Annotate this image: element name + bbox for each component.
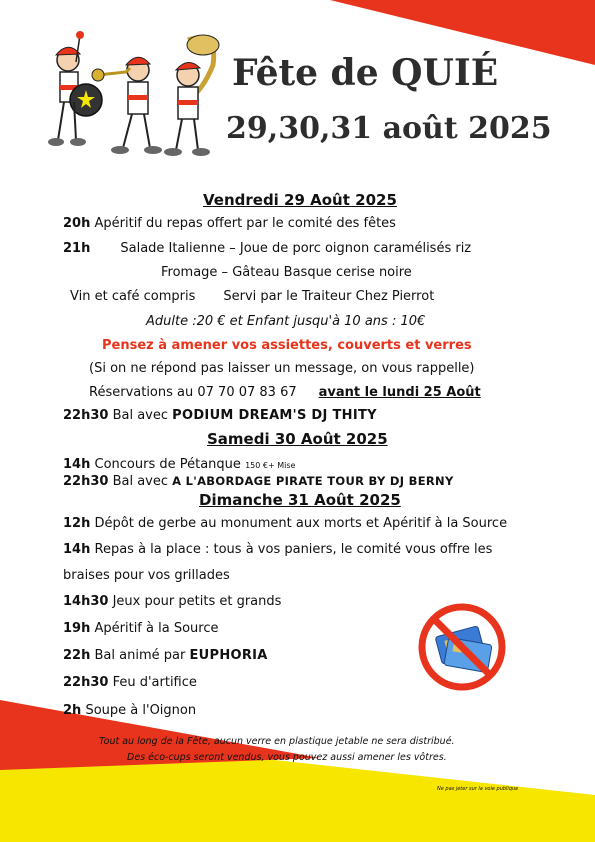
footer-note-2: Des éco-cups seront vendus, vous pouvez aussi amener les vôtres. (127, 752, 447, 763)
sunday-line-7: 2h Soupe à l'Oignon (63, 703, 197, 718)
no-credit-card-icon (416, 601, 508, 693)
friday-bring-notice: Pensez à amener vos assiettes, couverts et verres (102, 338, 472, 353)
sunday-line-6: 22h30 Feu d'artifice (63, 675, 197, 690)
friday-line-2: 21h Salade Italienne – Joue de porc oignon caramélisés riz (63, 241, 472, 256)
page-title: Fête de QUIÉ (232, 52, 499, 94)
footer-fineprint: Ne pas jeter sur la voie publique (437, 786, 519, 792)
sunday-line-3: 14h30 Jeux pour petits et grands (63, 594, 282, 609)
saturday-line-2: 22h30 Bal avec A L'ABORDAGE PIRATE TOUR BY DJ BERNY (63, 474, 454, 489)
saturday-line-1: 14h Concours de Pétanque 150 €+ Mise (63, 457, 296, 472)
musicians-illustration (38, 30, 228, 160)
friday-line-4: Vin et café compris Servi par le Traiteur Chez Pierrot (70, 289, 435, 304)
sunday-heading: Dimanche 31 Août 2025 (199, 491, 401, 509)
sunday-line-1: 12h Dépôt de gerbe au monument aux morts et Apéritif à la Source (63, 516, 508, 531)
friday-reservation: Réservations au 07 70 07 83 67 avant le lundi 25 Août (89, 385, 481, 400)
sunday-line-2-cont: braises pour vos grillades (63, 568, 230, 583)
friday-heading: Vendredi 29 Août 2025 (203, 191, 397, 209)
footer-note-1: Tout au long de la Fête, aucun verre en plastique jetable ne sera distribué. (99, 736, 455, 747)
bottom-color-band (0, 700, 595, 842)
friday-prices: Adulte :20 € et Enfant jusqu'à 10 ans : 10€ (146, 314, 426, 329)
sunday-line-4: 19h Apéritif à la Source (63, 621, 219, 636)
saturday-heading: Samedi 30 Août 2025 (207, 430, 388, 448)
sunday-line-2: 14h Repas à la place : tous à vos paniers, le comité vous offre les (63, 542, 493, 557)
friday-bal: 22h30 Bal avec PODIUM DREAM'S DJ THITY (63, 408, 377, 423)
friday-message: (Si on ne répond pas laisser un message, on vous rappelle) (89, 361, 475, 376)
friday-line-1: 20h Apéritif du repas offert par le comité des fêtes (63, 216, 396, 231)
event-dates: 29,30,31 août 2025 (226, 111, 552, 146)
sunday-line-5: 22h Bal animé par EUPHORIA (63, 648, 268, 663)
friday-line-3: Fromage – Gâteau Basque cerise noire (161, 265, 412, 280)
